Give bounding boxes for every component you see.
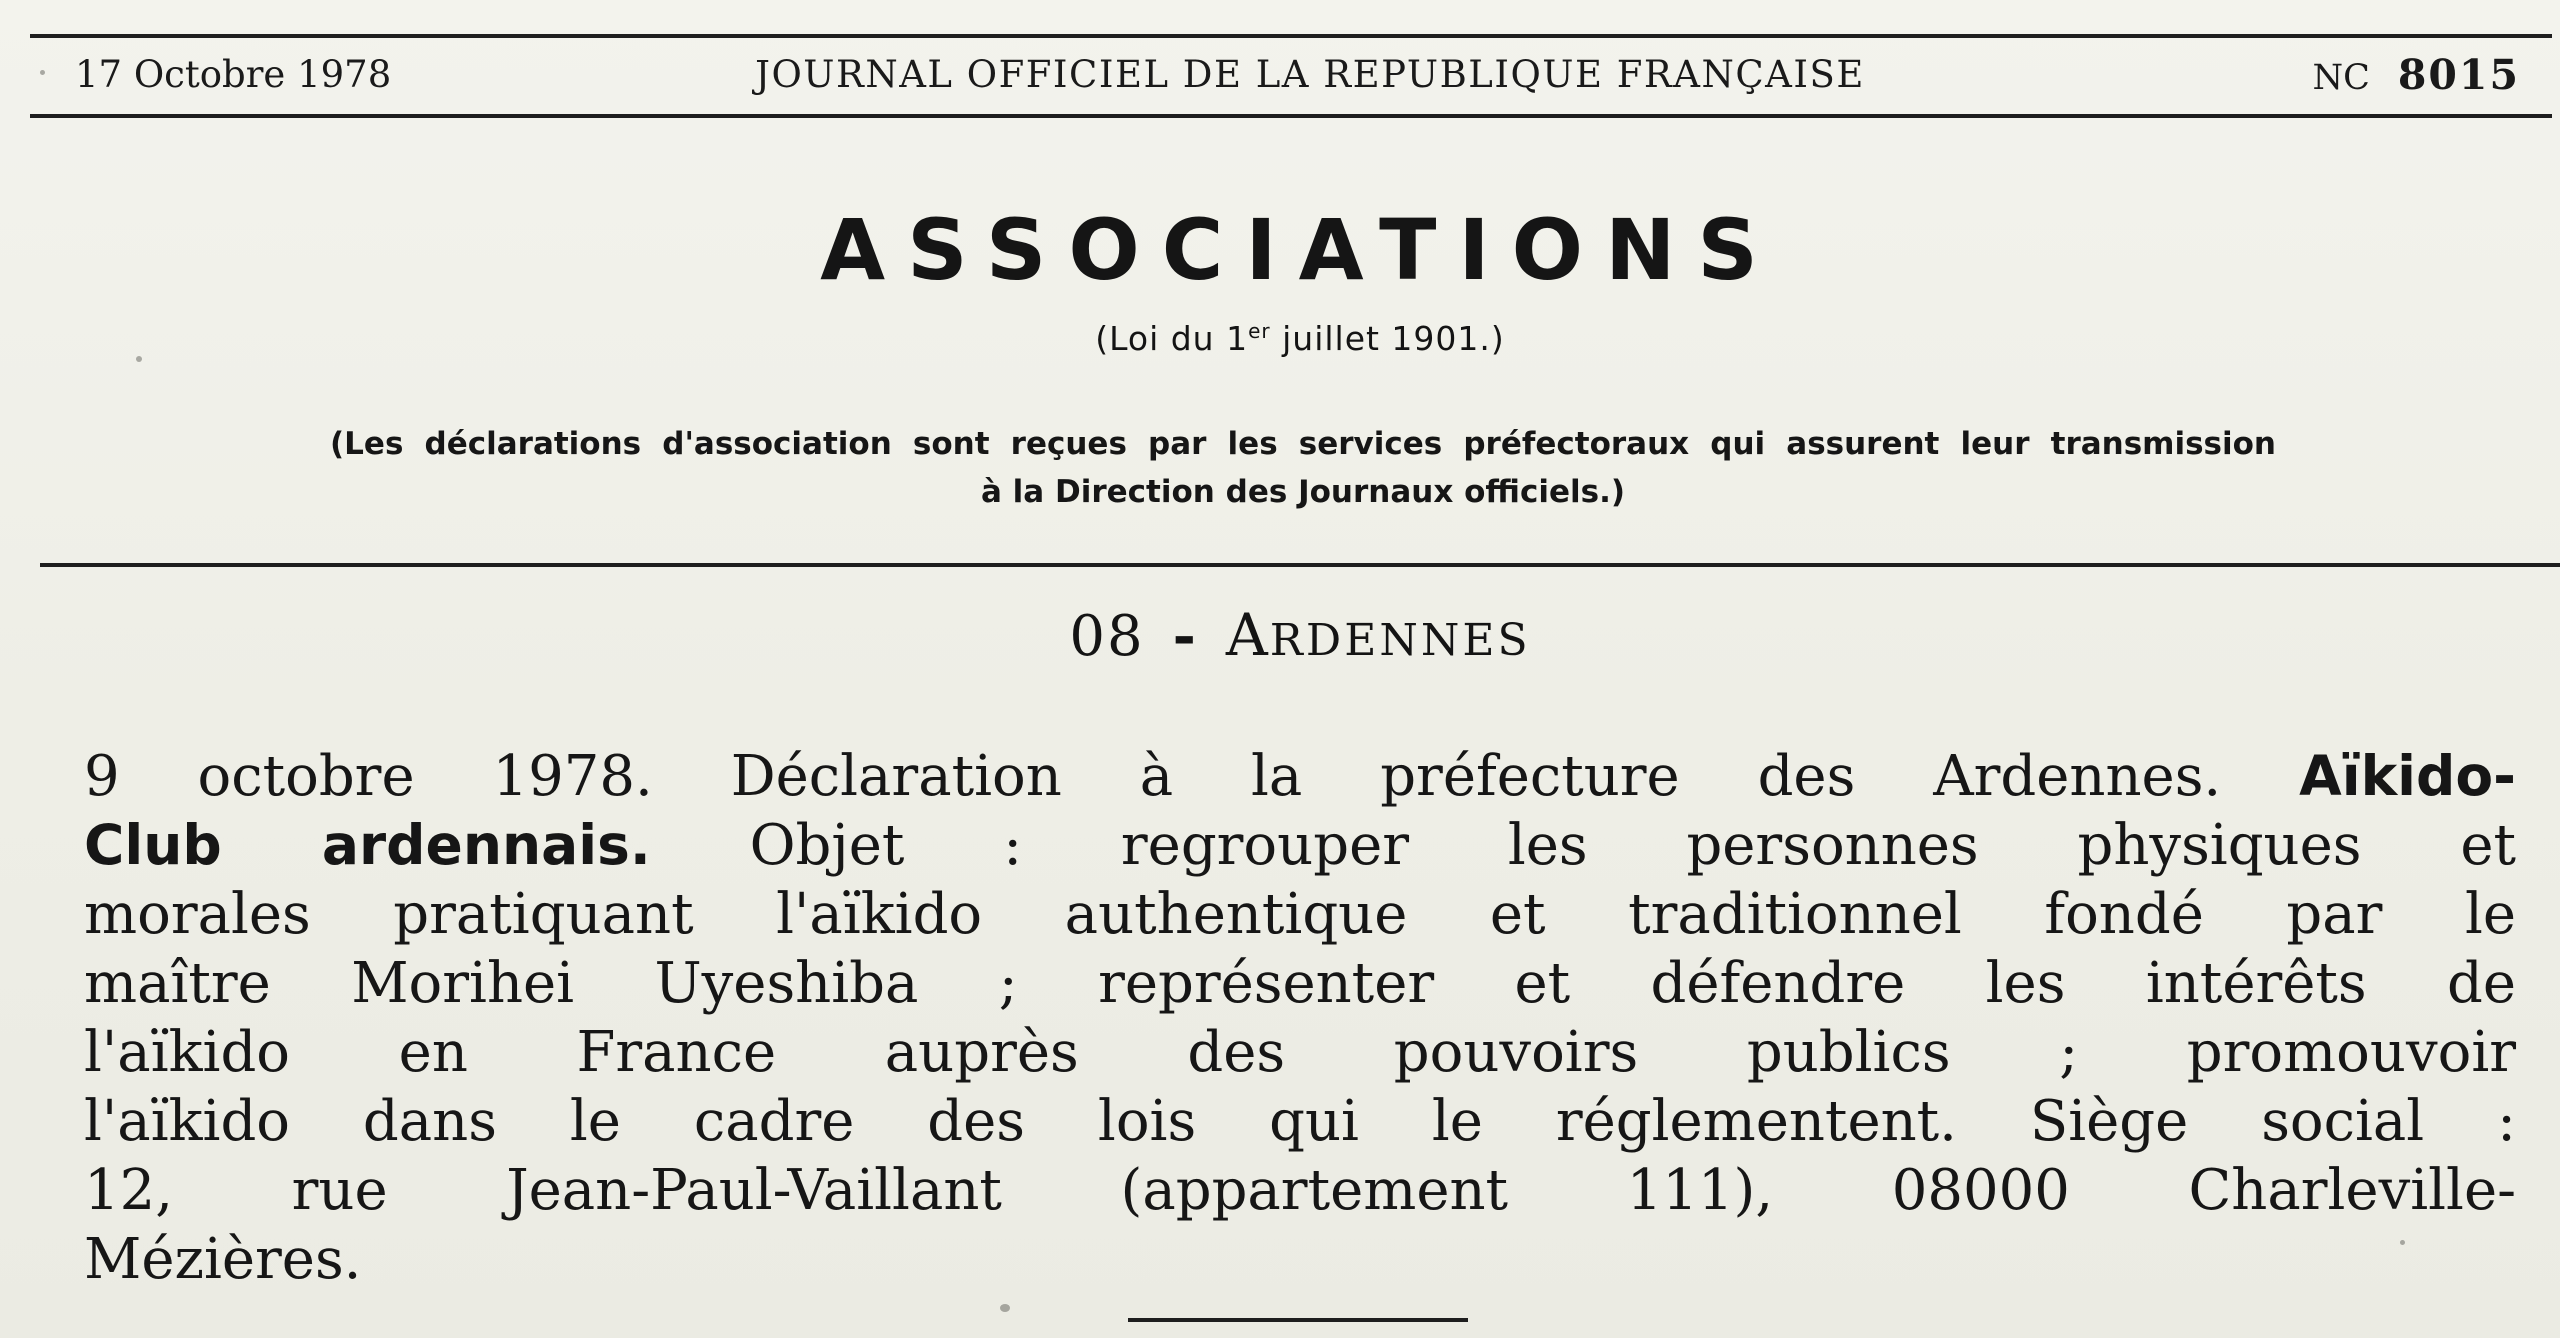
text-run: l'aïkido dans le cadre des lois qui le réglementent. Siège social :: [84, 1089, 2516, 1154]
text-run: 12, rue Jean-Paul-Vaillant (appartement 111), 08000 Charleville-: [84, 1158, 2516, 1223]
department-name-rest: RDENNES: [1269, 615, 1531, 666]
declaration-note: [330, 420, 2276, 516]
law-superscript: er: [1248, 319, 1271, 343]
paragraph-line: [84, 880, 2516, 949]
edition-code: NC: [2312, 58, 2370, 98]
department-initial: A: [1225, 601, 1270, 669]
text-run: 9 octobre 1978. Déclaration à la préfecture des Ardennes.: [84, 744, 2300, 809]
page-reference: [2312, 50, 2520, 103]
paragraph-line: [84, 1087, 2516, 1156]
department-number: 08: [1069, 604, 1145, 669]
text-run: Objet : regrouper les personnes physiques et: [650, 813, 2516, 878]
header-bottom-rule: [30, 114, 2552, 118]
note-line-1: (Les déclarations d'association sont reçues par les services préfectoraux qui assurent leur transmission: [330, 426, 2276, 462]
text-run: Mézières.: [84, 1227, 362, 1292]
section-title: ASSOCIATIONS: [820, 201, 1780, 299]
paragraph-line: [84, 811, 2516, 880]
print-speck: [40, 70, 45, 75]
paragraph-line: [84, 742, 2516, 811]
law-reference: [0, 309, 2560, 361]
paragraph-line: [84, 1018, 2516, 1087]
bold-text: Club ardennais.: [84, 813, 651, 877]
department-separator: -: [1172, 603, 1198, 669]
print-speck: [2400, 1240, 2405, 1245]
bold-text: Aïkido-: [2299, 744, 2516, 808]
section-divider-rule: [40, 563, 2560, 567]
note-line-2: à la Direction des Journaux officiels.): [980, 474, 1626, 510]
paragraph-line: [84, 1225, 2516, 1294]
print-speck: [1000, 1304, 1010, 1312]
issue-date: 17 Octobre 1978: [75, 53, 392, 96]
paragraph-line: [84, 1156, 2516, 1225]
law-suffix: juillet 1901.): [1270, 319, 1505, 358]
print-speck: [136, 356, 142, 362]
journal-title: JOURNAL OFFICIEL DE LA REPUBLIQUE FRANÇAISE: [755, 53, 1865, 96]
text-run: l'aïkido en France auprès des pouvoirs publics ; promouvoir: [84, 1020, 2516, 1085]
end-rule: [1128, 1318, 1468, 1322]
header-top-rule: [30, 34, 2552, 38]
law-prefix: (Loi du 1: [1095, 319, 1249, 358]
declaration-paragraph: [84, 742, 2516, 1294]
department-heading: [0, 600, 2560, 676]
paragraph-line: [84, 949, 2516, 1018]
page-number: 8015: [2397, 51, 2520, 99]
text-run: morales pratiquant l'aïkido authentique et traditionnel fondé par le: [84, 882, 2516, 947]
text-run: maître Morihei Uyeshiba ; représenter et défendre les intérêts de: [84, 951, 2516, 1016]
